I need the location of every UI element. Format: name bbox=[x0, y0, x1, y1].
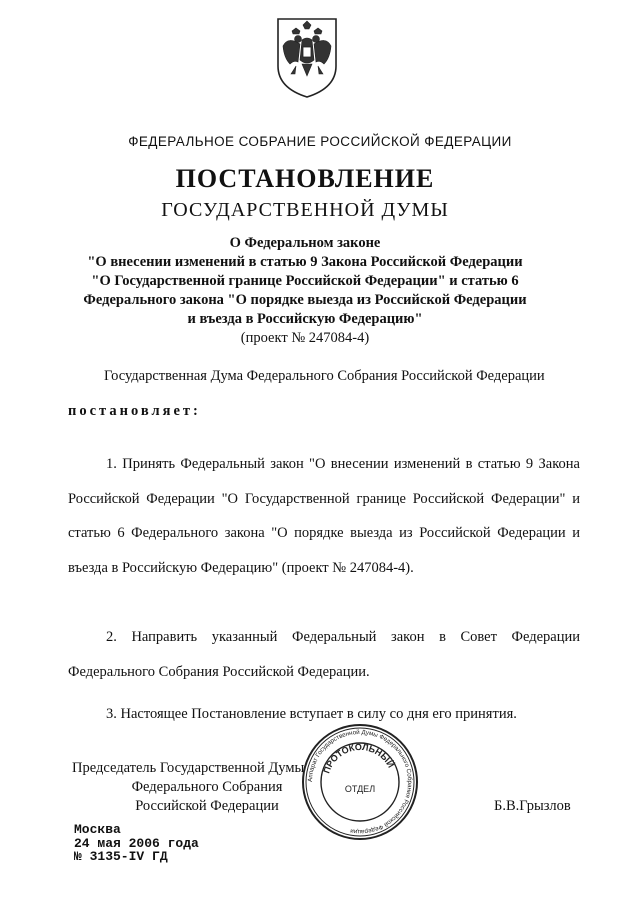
footer-date: 24 мая 2006 года bbox=[74, 835, 199, 851]
document-issuer: ГОСУДАРСТВЕННОЙ ДУМЫ bbox=[161, 199, 449, 221]
footer-city: Москва bbox=[74, 822, 121, 837]
document-footer bbox=[74, 823, 199, 864]
svg-text:ПРОТОКОЛЬНЫЙ bbox=[321, 742, 397, 775]
decree-item-1: 1. Принять Федеральный закон "О внесении изменений в статью 9 Закона Российской Федерации "О Государственной границе Российской Федерации" и статью 6 Федерального закона "О порядке выезда из Российской Федерации и въезда в Российскую Федерацию" (проект № 247084-4). bbox=[68, 456, 580, 576]
decree-item-2: 2. Направить указанный Федеральный закон в Совет Федерации Федерального Собрания Российской Федерации. bbox=[68, 629, 580, 680]
subject-line: и въезда в Российскую Федерацию" bbox=[187, 311, 423, 327]
subject-line: "О внесении изменений в статью 9 Закона Российской Федерации bbox=[87, 254, 523, 270]
project-number: (проект № 247084-4) bbox=[240, 330, 370, 346]
subject-line: "О Государственной границе Российской Федерации" и статью 6 bbox=[91, 273, 519, 289]
position-line: Российской Федерации bbox=[135, 798, 279, 814]
decree-item-3: 3. Настоящее Постановление вступает в силу со дня его принятия. bbox=[106, 706, 517, 722]
seal-center-text: ОТДЕЛ bbox=[344, 784, 376, 794]
position-line: Федерального Собрания bbox=[131, 779, 283, 795]
seal-outer-text: Аппарат Государственной Думы Федерального Собрания Российской Федерации bbox=[306, 728, 414, 836]
official-seal-icon bbox=[300, 722, 420, 842]
seal-inner-text: ПРОТОКОЛЬНЫЙ bbox=[321, 741, 397, 775]
decree-word: постановляет: bbox=[68, 403, 201, 419]
subject-line: О Федеральном законе bbox=[229, 235, 381, 251]
subject-line: Федерального закона "О порядке выезда из Российской Федерации bbox=[83, 292, 527, 308]
organization-title: ФЕДЕРАЛЬНОЕ СОБРАНИЕ РОССИЙСКОЙ ФЕДЕРАЦИИ bbox=[128, 134, 512, 149]
signer-name: Б.В.Грызлов bbox=[494, 798, 571, 814]
document-type: ПОСТАНОВЛЕНИЕ bbox=[175, 164, 435, 193]
coat-of-arms-icon bbox=[274, 16, 340, 100]
position-line: Председатель Государственной Думы bbox=[72, 760, 305, 776]
footer-number: № 3135-IV ГД bbox=[74, 849, 168, 864]
document-subject bbox=[0, 234, 610, 348]
preamble: Государственная Дума Федерального Собрания Российской Федерации bbox=[104, 368, 545, 384]
